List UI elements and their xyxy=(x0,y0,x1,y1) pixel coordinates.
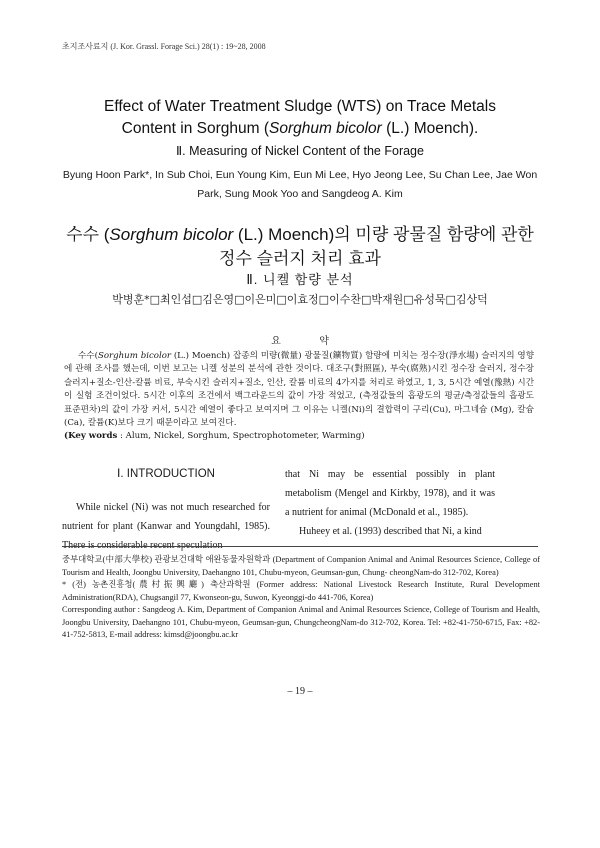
footnote-former-address: * (전) 농촌진흥청(農村振興廳) 축산과학원 (Former address: National Livestock Research Institute, Rural Development Administration(RDA), Chugsangil 77, Kwonseon-gu, Suwon, Kyeonggi-do 441-706, Korea) xyxy=(62,580,540,602)
author-list: Byung Hoon Park*, In Sub Choi, Eun Young Kim, Eun Mi Lee, Hyo Jeong Lee, Su Chan Lee, Jae Won Park, Sung Mook Yoo and Sangdeog A. Kim xyxy=(62,169,538,200)
intro-continuation: that Ni may be essential possibly in plant metabolism (Mengel and Kirkby, 1978), and it was a nutrient for animal (McDonald et al., 1985). xyxy=(285,469,495,518)
journal-header: 초지조사료지 (J. Kor. Grassl. Forage Sci.) 28(1) : 19~28, 2008 xyxy=(62,42,266,51)
paper-title-line2: Content in Sorghum (Sorghum bicolor (L.) Moench). xyxy=(121,120,479,137)
korean-subtitle: Ⅱ. 니켈 함량 분석 xyxy=(246,272,354,287)
intro-next-paragraph: Huheey et al. (1993) described that Ni, a kind xyxy=(299,526,482,537)
intro-heading: Ⅰ. INTRODUCTION xyxy=(117,468,215,480)
abstract-heading: 요 약 xyxy=(271,336,347,347)
footnote-divider xyxy=(62,546,538,547)
paper-title-line1: Effect of Water Treatment Sludge (WTS) on Trace Metals xyxy=(104,98,496,115)
left-column xyxy=(62,465,270,555)
footnote-corresponding: Corresponding author : Sangdeog A. Kim, Department of Companion Animal and Animal Resources Science, College of Tourism and Health, Joongbu University, Daehangno 101, Chubu-myeon, Geumsan-gun, ChungcheongNam-do 312-702, Korea. Tel: +82-41-750-6715, Fax: +82-41-752-5813, E-mail address: kimsd@joongbu.ac.kr xyxy=(62,605,540,639)
footnote-affiliation: 중부대학교(中部大學校) 관광보건대학 애완동물자원학과 (Department of Companion Animal and Animal Resources Science, College of Tourism and Health, Joongbu University, Daehangno 101, Chubu-myeon, Geumsan-gun, Chung- cheongNam-do 312-702, Korea) xyxy=(62,555,540,577)
abstract: 수수(Sorghum bicolor (L.) Moench) 잡종의 미량(微量) 광물질(鑛物質) 함량에 미치는 정수장(淨水場) 슬러지의 영향에 관해 조사를 했는데, 이번 보고는 니켈 성분의 분석에 관한 것이다. 대조구(對照區), 부숙(腐熟)시킨 정수장 슬러지, 정수장 슬러지+질소-인산-칼륨 비료, 부숙시킨 슬러지+질소, 인산, 칼륨 비료의 4가지를 처리로 하였고, 1, 3, 5시간 예열(豫熱) 시간이 실험 조건이었다. 5시간 이후의 조건에서 백그라운드의 값이 가장 적었고, (측정값들의 흡광도의 평균/측정값들의 흡광도 표준편차)의 값이 가장 커서, 5시간 예열이 좋다고 보여지며 그 이유는 니켈(Ni)의 결합력이 구리(Cu), 마그네슘 (Mg), 칼슘(Ca), 칼륨(K)보다 크기 때문이라고 보여진다. (Key words : Alum, Nickel, Sorghum, Spectrophotometer, Warming) xyxy=(64,350,534,444)
paper-subtitle: Ⅱ. Measuring of Nickel Content of the Forage xyxy=(176,144,424,158)
korean-title-line2: 정수 슬러지 처리 효과 xyxy=(219,249,381,268)
right-column xyxy=(285,465,495,541)
footnotes xyxy=(62,554,540,642)
keywords: (Key words : Alum, Nickel, Sorghum, Spectrophotometer, Warming) xyxy=(64,431,365,442)
page-number: – 19 – xyxy=(287,686,313,697)
korean-title-line1: 수수 (Sorghum bicolor (L.) Moench)의 미량 광물질 함량에 관한 xyxy=(66,225,534,244)
intro-paragraph: While nickel (Ni) was not much researched for nutrient for plant (Kanwar and Youngdahl, 1985). There is considerable recent speculation xyxy=(62,502,270,551)
korean-author-list: 박병훈*□최인섭□김은영□이은미□이효정□이수찬□박재원□유성묵□김상덕 xyxy=(112,293,488,306)
